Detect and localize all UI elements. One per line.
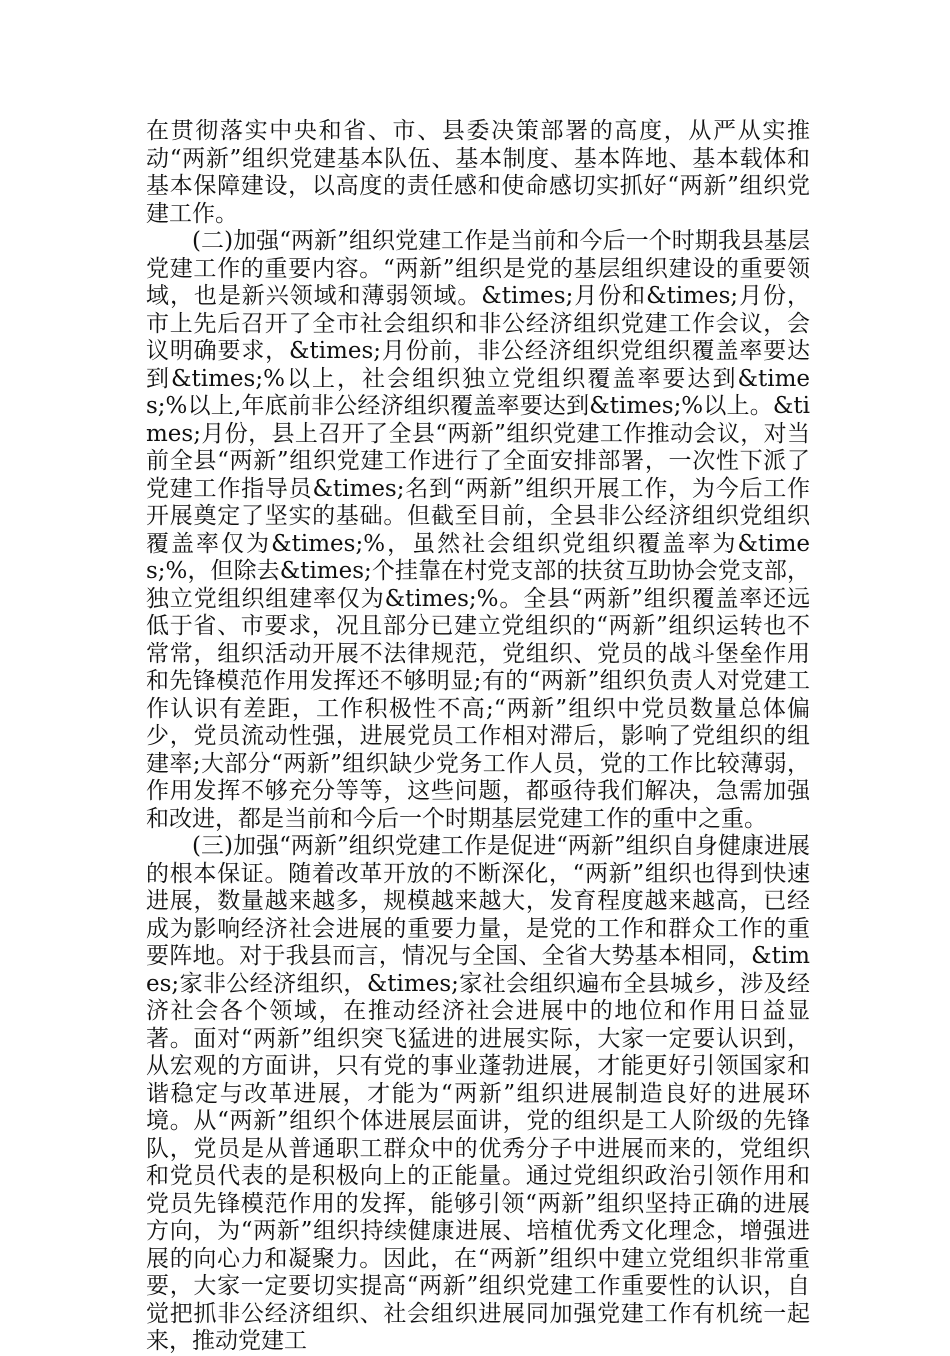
paragraph-section-three: (三)加强“两新”组织党建工作是促进“两新”组织自身健康进展的根本保证。随着改革开放的不断深化，“两新”组织也得到快速进展，数量越来越多，规模越来越大，发育程度越来越高，已经成为影响经济社会进展的重要力量，是党的工作和群众工作的重要阵地。对于我县而言，情况与全国、全省大势基本相同，&times;家非公经济组织，&times;家社会组织遍布全县城乡，涉及经济社会各个领域，在推动经济社会进展中的地位和作用日益显著。面对“两新”组织突飞猛进的进展实际，大家一定要认识到，从宏观的方面讲，只有党的事业蓬勃进展，才能更好引领国家和谐稳定与改革进展，才能为“两新”组织进展制造良好的进展环境。从“两新”组织个体进展层面讲，党的组织是工人阶级的先锋队，党员是从普通职工群众中的优秀分子中进展而来的，党组织和党员代表的是积极向上的正能量。通过党组织政治引领作用和党员先锋模范作用的发挥，能够引领“两新”组织坚持正确的进展方向，为“两新”组织持续健康进展、培植优秀文化理念，增强进展的向心力和凝聚力。因此，在“两新”组织中建立党组织非常重要，大家一定要切实提高“两新”组织党建工作重要性的认识，自觉把抓非公经济组织、社会组织进展同加强党建工作有机统一起来，推动党建工 [146, 833, 810, 1354]
paragraph-intro-continuation: 在贯彻落实中央和省、市、县委决策部署的高度，从严从实推动“两新”组织党建基本队伍、基本制度、基本阵地、基本载体和基本保障建设，以高度的责任感和使命感切实抓好“两新”组织党建工作。 [146, 118, 810, 227]
document-page [146, 118, 810, 1356]
paragraph-section-two: (二)加强“两新”组织党建工作是当前和今后一个时期我县基层党建工作的重要内容。“两新”组织是党的基层组织建设的重要领域，也是新兴领域和薄弱领域。&times;月份和&times;月份，市上先后召开了全市社会组织和非公经济组织党建工作会议，会议明确要求，&times;月份前，非公经济组织党组织覆盖率要达到&times;%以上，社会组织独立党组织覆盖率要达到&times;%以上,年底前非公经济组织覆盖率要达到&times;%以上。&times;月份，县上召开了全县“两新”组织党建工作推动会议，对当前全县“两新”组织党建工作进行了全面安排部署，一次性下派了党建工作指导员&times;名到“两新”组织开展工作，为今后工作开展奠定了坚实的基础。但截至目前，全县非公经济组织党组织覆盖率仅为&times;%，虽然社会组织党组织覆盖率为&times;%，但除去&times;个挂靠在村党支部的扶贫互助协会党支部，独立党组织组建率仅为&times;%。全县“两新”组织覆盖率还远低于省、市要求，况且部分已建立党组织的“两新”组织运转也不常常，组织活动开展不法律规范，党组织、党员的战斗堡垒作用和先锋模范作用发挥还不够明显;有的“两新”组织负责人对党建工作认识有差距，工作积极性不高;“两新”组织中党员数量总体偏少，党员流动性强，进展党员工作相对滞后，影响了党组织的组建率;大部分“两新”组织缺少党务工作人员，党的工作比较薄弱，作用发挥不够充分等等，这些问题，都亟待我们解决，急需加强和改进，都是当前和今后一个时期基层党建工作的重中之重。 [146, 228, 810, 832]
